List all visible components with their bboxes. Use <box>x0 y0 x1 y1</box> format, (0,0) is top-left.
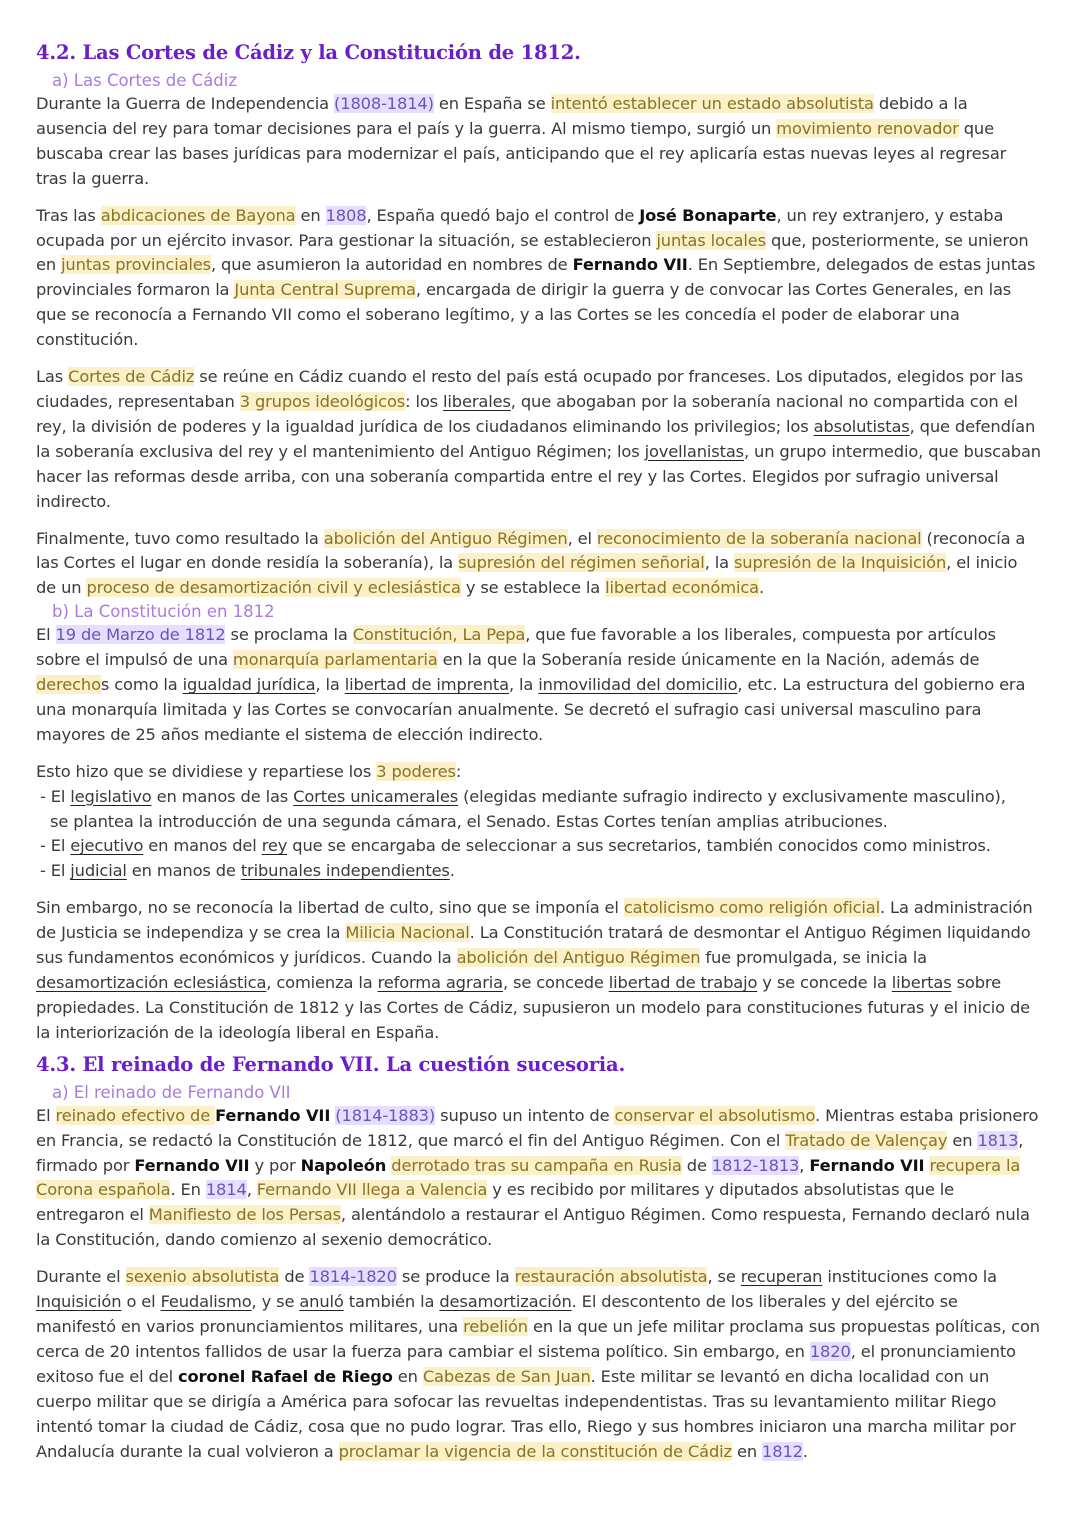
highlight: Fernando VII llega a Valencia <box>256 1180 488 1200</box>
list-item <box>36 785 1042 810</box>
underlined-term: liberales <box>443 391 511 411</box>
highlight: supresión de la Inquisición <box>733 553 947 573</box>
paragraph <box>36 365 1042 514</box>
highlight: Cabezas de San Juan <box>422 1366 591 1386</box>
bold-term: Fernando VII <box>134 1155 250 1175</box>
highlight: proclamar la vigencia de la constitución de Cádiz <box>338 1441 732 1461</box>
text-run: en <box>731 1441 763 1461</box>
text-run: se produce la <box>396 1267 515 1287</box>
text-run: , la <box>508 675 539 695</box>
text-run: : los <box>405 391 444 411</box>
text-run: , <box>799 1155 810 1175</box>
highlight: abolición del Antiguo Régimen <box>456 948 701 968</box>
text-run: Durante la Guerra de Independencia <box>36 94 335 113</box>
date-highlight: 1813 <box>977 1130 1019 1150</box>
paragraph <box>36 92 1042 192</box>
underlined-term: reforma agraria <box>377 973 503 992</box>
text-run: Finalmente, tuvo como resultado la <box>36 528 324 548</box>
text-run: : <box>455 761 462 781</box>
highlight: juntas locales <box>656 230 766 250</box>
date-highlight: 1812-1813 <box>711 1155 800 1175</box>
text-run: , un rey extranjero, y estaba ocupada por un ejército invasor. Para gestionar la situación, se establecieron <box>36 205 1004 250</box>
text-run: debido a la ausencia del rey para tomar decisiones para el país y la guerra. Al mismo tiempo, surgió un <box>36 94 968 138</box>
text-run: Esto hizo que se dividiese y repartiese los <box>36 761 377 781</box>
highlight: restauración absolutista <box>514 1267 708 1287</box>
text-run: que, posteriormente, se unieron en <box>36 230 1029 275</box>
text-run: (elegidas mediante sufragio indirecto y exclusivamente masculino), <box>458 786 1006 806</box>
text-run: de <box>279 1267 310 1287</box>
highlight: Milicia Nacional <box>345 923 470 943</box>
text-run: . En Septiembre, delegados de estas juntas provinciales formaron la <box>36 255 1036 300</box>
underlined-term: rey <box>261 836 288 856</box>
text-run: - El <box>40 861 71 881</box>
list-item <box>36 859 1042 884</box>
highlight: conservar el absolutismo <box>614 1105 816 1125</box>
list-item <box>36 834 1042 859</box>
text-run: . <box>802 1441 808 1461</box>
highlight: intentó establecer un estado absolutista <box>550 94 874 113</box>
highlight: abdicaciones de Bayona <box>100 205 296 225</box>
text-run: , se <box>707 1267 741 1287</box>
text-run: Tras las <box>36 205 101 225</box>
paragraph <box>36 204 1042 353</box>
underlined-term: Inquisición <box>36 1292 122 1312</box>
date-highlight: 1814-1820 <box>309 1267 397 1287</box>
subheading-cortes-de-cadiz: a) Las Cortes de Cádiz <box>52 71 238 90</box>
paragraph <box>36 623 1042 748</box>
underlined-term: legislativo <box>70 786 152 806</box>
text-run: , el inicio de un <box>36 553 1018 598</box>
text-run: y es recibido por militares y diputados absolutistas que le entregaron el <box>36 1180 954 1225</box>
underlined-term: Feudalismo <box>160 1292 252 1312</box>
text-run: Sin embargo, no se reconocía la libertad de culto, sino que se imponía el <box>36 898 624 918</box>
text-run: , se concede <box>502 973 609 992</box>
text-run: . <box>449 861 455 881</box>
highlight: libertad económica <box>605 578 759 598</box>
text-run: s como la <box>100 675 183 695</box>
highlight: Tratado de Valençay <box>785 1130 948 1150</box>
text-run: , firmado por <box>36 1130 1024 1175</box>
text-run: . La Constitución tratará de desmontar el Antiguo Régimen liquidando sus fundamentos económicos y jurídicos. Cuando la <box>36 923 1031 968</box>
text-run: . En <box>170 1180 206 1200</box>
highlight: Constitución, La Pepa <box>352 625 526 645</box>
underlined-term: libertad de trabajo <box>608 973 758 992</box>
text-run: o el <box>121 1292 161 1312</box>
text-run: fue promulgada, se inicia la <box>700 948 927 968</box>
text-run: que buscaba crear las bases jurídicas para modernizar el país, anticipando que el rey aplicaría estas nuevas leyes al regresar tras la guerra. <box>36 118 1007 188</box>
underlined-term: inmovilidad del domicilio <box>538 675 738 695</box>
text-run: El <box>36 625 56 645</box>
highlight: catolicismo como religión oficial <box>623 898 880 918</box>
subheading-constitucion-1812: b) La Constitución en 1812 <box>52 602 275 622</box>
text-run: . Mientras estaba prisionero en Francia, se redactó la Constitución de 1812, que marcó el fin del Antiguo Régimen. Con el <box>36 1105 1039 1150</box>
section-heading-4-2: 4.2. Las Cortes de Cádiz y la Constitución de 1812. <box>36 41 581 64</box>
text-run: de <box>681 1155 712 1175</box>
underlined-term: desamortización <box>439 1292 572 1312</box>
text-run: y por <box>249 1155 301 1175</box>
date-highlight: 19 de Marzo de 1812 <box>55 625 226 645</box>
highlight: recupera la Corona española <box>36 1155 1021 1200</box>
text-run: en la que un jefe militar proclama sus propuestas políticas, con cerca de 20 intentos fallidos de usar la fuerza para cambiar el sistema político. Sin embargo, en <box>36 1316 1040 1361</box>
underlined-term: absolutistas <box>813 416 910 436</box>
text-run: en <box>947 1130 978 1150</box>
text-run: , que asumieron la autoridad en nombres de <box>210 255 573 275</box>
text-run: en la que la Soberanía reside únicamente en la Nación, además de <box>437 650 980 670</box>
text-run: - El <box>40 836 71 856</box>
highlight: reconocimiento de la soberanía nacional <box>596 528 922 548</box>
text-run: . La administración de Justicia se independiza y se crea la <box>36 898 1033 943</box>
highlight: reinado efectivo de <box>55 1105 216 1125</box>
text-run: (reconocía a las Cortes el lugar en donde residía la soberanía), la <box>36 528 1026 573</box>
text-run: se reúne en Cádiz cuando el resto del país está ocupado por franceses. Los diputados, elegidos por las ciudades, representaban <box>36 367 1024 411</box>
underlined-term: libertas <box>891 973 952 992</box>
text-run: y se establece la <box>460 578 606 598</box>
highlight: Junta Central Suprema <box>234 280 416 300</box>
date-highlight: 1820 <box>809 1341 851 1361</box>
text-run: , España quedó bajo el control de <box>366 205 640 225</box>
bold-term: Fernando VII <box>572 255 688 275</box>
text-run: , que fue favorable a los liberales, compuesta por artículos sobre el impulsó de una <box>36 625 996 670</box>
highlight: derrotado tras su campaña en Rusia <box>391 1155 682 1175</box>
text-run: en España se <box>433 94 551 113</box>
underlined-term: judicial <box>70 861 127 881</box>
subheading-reinado-fernando-vii: a) El reinado de Fernando VII <box>52 1082 291 1102</box>
text-run: en manos del <box>143 836 262 856</box>
text-run: , comienza la <box>266 973 378 992</box>
text-run: en <box>295 205 326 225</box>
bold-term: Fernando VII <box>215 1105 331 1125</box>
highlight: Cortes de Cádiz <box>68 367 195 387</box>
underlined-term: Cortes unicamerales <box>293 786 459 806</box>
highlight: supresión del régimen señorial <box>458 553 705 573</box>
text-run: , que abogaban por la soberanía nacional no compartida con el rey, la división de poderes y la igualdad jurídica de los ciudadanos eliminando los privilegios; los <box>36 391 1018 436</box>
underlined-term: igualdad jurídica <box>182 675 316 695</box>
date-highlight: 1808 <box>325 205 367 225</box>
text-run: en <box>392 1366 423 1386</box>
section-heading-4-3: 4.3. El reinado de Fernando VII. La cuestión sucesoria. <box>36 1052 626 1076</box>
bold-term: José Bonaparte <box>639 205 777 225</box>
text-run: Durante el <box>36 1267 126 1287</box>
highlight: movimiento renovador <box>776 118 959 138</box>
text-run: . Este militar se levantó en dicha localidad con un cuerpo militar que se dirigía a América para sofocar las revueltas independentistas. Tras su levantamiento militar Riego intentó tomar la ciudad de Cádiz, cosa que no pudo lograr. Tras ello, Riego y sus hombres iniciaron una marcha militar por Andalucía durante la cual volvieron a <box>36 1366 1016 1461</box>
text-run: instituciones como la <box>822 1267 998 1287</box>
text-run: , el <box>567 528 597 548</box>
highlight: proceso de desamortización civil y eclesiástica <box>86 578 461 598</box>
highlight: derecho <box>36 675 101 695</box>
date-highlight: (1808-1814) <box>334 94 434 113</box>
text-run: , encargada de dirigir la guerra y de convocar las Cortes Generales, en las que se reconocía a Fernando VII como el soberano legítimo, y a las Cortes se les concedía el poder de elaborar una constitución. <box>36 280 1012 350</box>
date-highlight: 1814 <box>205 1180 247 1200</box>
paragraph <box>36 760 1042 785</box>
text-run: . <box>758 578 764 598</box>
text-run: , <box>246 1180 257 1200</box>
highlight: sexenio absolutista <box>125 1267 280 1287</box>
highlight: rebelión <box>463 1316 528 1336</box>
highlight: Manifiesto de los Persas <box>148 1205 341 1225</box>
paragraph <box>36 1104 1042 1253</box>
highlight: 3 poderes <box>376 761 456 781</box>
text-run: , la <box>315 675 345 695</box>
text-run: que se encargaba de seleccionar a sus secretarios, también conocidos como ministros. <box>287 836 991 856</box>
text-run: , que defendían la soberanía exclusiva del rey y el mantenimiento del Antiguo Régimen; los <box>36 416 1036 461</box>
underlined-term: recuperan <box>740 1267 823 1287</box>
text-run: , alentándolo a restaurar el Antiguo Régimen. Como respuesta, Fernando declaró nula la Constitución, dando comienzo al sexenio democrático. <box>36 1205 1030 1250</box>
bold-term: Napoleón <box>300 1155 387 1175</box>
date-highlight: (1814-1883) <box>335 1105 436 1125</box>
text-run: supuso un intento de <box>435 1105 615 1125</box>
underlined-term: anuló <box>299 1292 344 1312</box>
text-run: se proclama la <box>225 625 353 645</box>
text-run: . El descontento de los liberales y del ejército se manifestó en varios pronunciamientos militares, una <box>36 1292 958 1336</box>
text-run: y se concede la <box>757 973 892 992</box>
text-run: - El <box>40 786 71 806</box>
text-run: , y se <box>251 1292 300 1312</box>
bold-term: coronel Rafael de Riego <box>178 1366 393 1386</box>
text-run: en manos de <box>126 861 241 881</box>
text-run: , el pronunciamiento exitoso fue el del <box>36 1341 1016 1386</box>
text-run: en manos de las <box>151 786 294 806</box>
text-run: Las <box>36 367 69 387</box>
text-run: se plantea la introducción de una segunda cámara, el Senado. Estas Cortes tenían amplias atribuciones. <box>50 811 888 831</box>
highlight: abolición del Antiguo Régimen <box>323 528 568 548</box>
highlight: juntas provinciales <box>61 255 211 275</box>
text-run: El <box>36 1105 56 1125</box>
date-highlight: 1812 <box>762 1441 803 1461</box>
highlight: 3 grupos ideológicos <box>239 391 406 411</box>
list-item-continuation <box>36 810 1042 835</box>
text-run: , etc. La estructura del gobierno era una monarquía limitada y las Cortes se convocarían anualmente. Se decretó el sufragio casi universal masculino para mayores de 25 años mediante el sistema de elección indirecto. <box>36 675 1026 744</box>
paragraph <box>36 527 1042 602</box>
highlight: monarquía parlamentaria <box>232 650 438 670</box>
text-run: , un grupo intermedio, que buscaban hacer las reformas desde arriba, con una soberanía compartida entre el rey y las Cortes. Elegidos por sufragio universal indirecto. <box>36 441 1041 511</box>
text-run: sobre propiedades. La Constitución de 1812 y las Cortes de Cádiz, supusieron un modelo para constituciones futuras y el inicio de la interiorización de la ideología liberal en España. <box>36 973 1031 1042</box>
underlined-term: ejecutivo <box>70 836 144 856</box>
underlined-term: desamortización eclesiástica <box>36 973 267 992</box>
underlined-term: libertad de imprenta <box>344 675 509 695</box>
bold-term: Fernando VII <box>809 1155 925 1175</box>
text-run: , la <box>704 553 734 573</box>
underlined-term: tribunales independientes <box>240 861 450 881</box>
underlined-term: jovellanistas <box>644 441 744 461</box>
paragraph <box>36 1265 1042 1464</box>
text-run: también la <box>343 1292 440 1312</box>
paragraph <box>36 896 1042 1045</box>
